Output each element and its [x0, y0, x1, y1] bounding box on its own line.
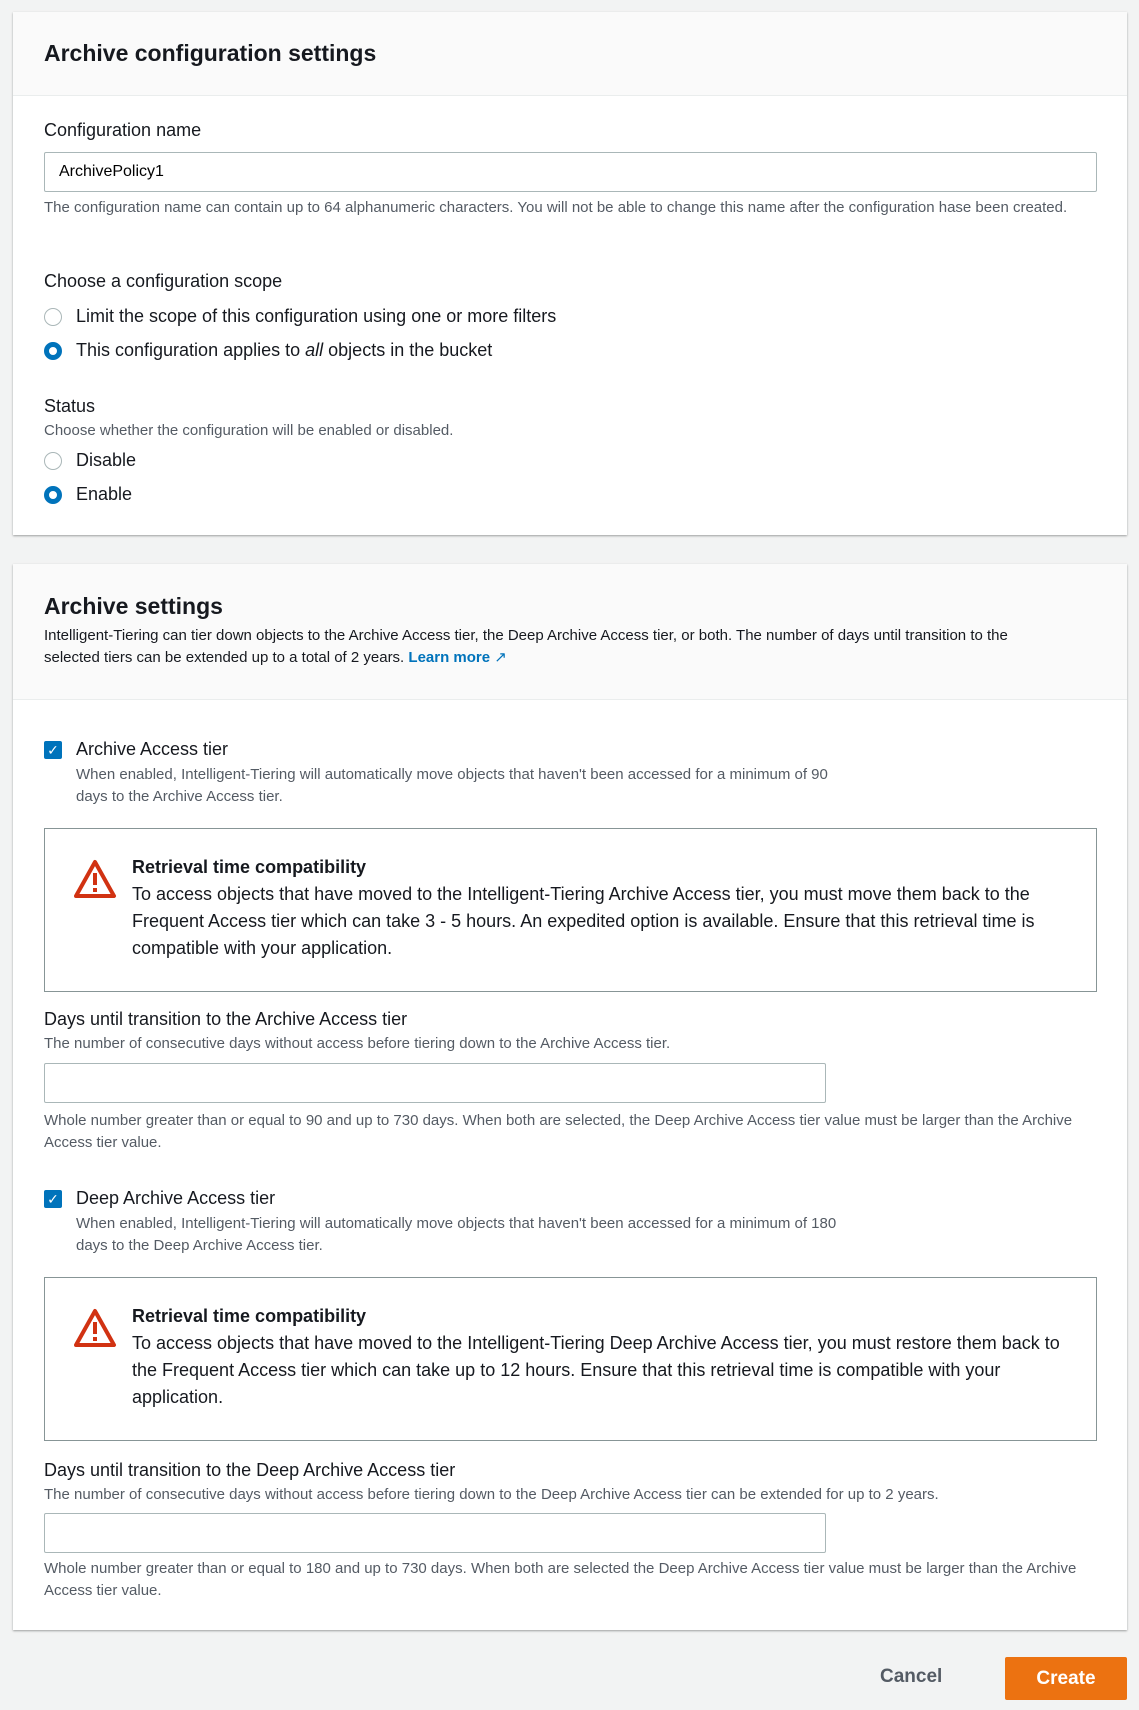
- status-label: Status: [44, 396, 96, 416]
- deep-days-input[interactable]: [44, 1513, 826, 1553]
- disable-label[interactable]: Disable: [76, 450, 137, 470]
- alert-body: To access objects that have moved to the Intelligent-Tiering Archive Access tier, you must move them back to the Frequent Access tier which can take 3 - 5 hours. An expedited option is available. Ensure that this retrieval time is compatible with your application.: [132, 884, 1035, 958]
- configuration-name-label: Configuration name: [44, 120, 202, 140]
- scope-filter-label[interactable]: Limit the scope of this configuration using one or more filters: [76, 306, 557, 326]
- archive-settings-card: [13, 564, 1127, 1630]
- section-title: Archive configuration settings: [44, 40, 377, 66]
- enable-label[interactable]: Enable: [76, 484, 133, 504]
- retrieval-warning-alert: [44, 1277, 1097, 1441]
- alert-body: To access objects that have moved to the Intelligent-Tiering Deep Archive Access tier, you must restore them back to the Frequent Access tier which can take up to 12 hours. Ensure that this retrieval time is compatible with your application.: [132, 1333, 1060, 1407]
- status-help: Choose whether the configuration will be enabled or disabled.: [44, 422, 454, 439]
- archive-access-desc: When enabled, Intelligent-Tiering will automatically move objects that haven't been accessed for a minimum of 90 days to the Archive Access tier.: [76, 766, 828, 805]
- configuration-name-help: The configuration name can contain up to 64 alphanumeric characters. You will not be able to change this name after the configuration hase been created.: [44, 199, 1068, 216]
- deep-days-constraint: Whole number greater than or equal to 180 and up to 730 days. When both are selected the Deep Archive Access tier value must be larger than the Archive Access tier value.: [44, 1560, 1077, 1599]
- configuration-name-input[interactable]: [44, 152, 1097, 192]
- archive-access-checkbox[interactable]: ✓: [44, 741, 62, 759]
- create-button[interactable]: Create: [1005, 1657, 1127, 1700]
- archive-days-constraint: Whole number greater than or equal to 90 and up to 730 days. When both are selected, the Deep Archive Access tier value must be larger than the Archive Access tier value.: [44, 1112, 1073, 1151]
- retrieval-warning-alert: [44, 828, 1097, 992]
- warning-icon: [73, 859, 117, 899]
- archive-days-input[interactable]: [44, 1063, 826, 1103]
- warning-icon: [73, 1308, 117, 1348]
- archive-days-label: Days until transition to the Archive Access tier: [44, 1009, 408, 1029]
- archive-configuration-card: [13, 12, 1127, 535]
- deep-days-help: The number of consecutive days without access before tiering down to the Deep Archive Access tier can be extended for up to 2 years.: [44, 1486, 939, 1503]
- card-header: [13, 12, 1127, 96]
- archive-access-label[interactable]: Archive Access tier: [76, 739, 229, 759]
- scope-all-radio[interactable]: [44, 342, 62, 360]
- deep-archive-label[interactable]: Deep Archive Access tier: [76, 1188, 276, 1208]
- scope-all-label[interactable]: This configuration applies to all objects in the bucket: [76, 340, 493, 360]
- card-header: [13, 564, 1127, 700]
- deep-archive-checkbox[interactable]: ✓: [44, 1190, 62, 1208]
- scope-label: Choose a configuration scope: [44, 271, 283, 291]
- disable-radio[interactable]: [44, 452, 62, 470]
- alert-title: Retrieval time compatibility: [132, 857, 367, 877]
- enable-radio[interactable]: [44, 486, 62, 504]
- section-title: Archive settings: [44, 593, 223, 619]
- scope-filter-radio[interactable]: [44, 308, 62, 326]
- learn-more-link[interactable]: Learn more: [408, 649, 491, 666]
- deep-days-label: Days until transition to the Deep Archive Access tier: [44, 1460, 456, 1480]
- alert-title: Retrieval time compatibility: [132, 1306, 367, 1326]
- cancel-button[interactable]: Cancel: [880, 1666, 943, 1687]
- section-description: Intelligent-Tiering can tier down objects to the Archive Access tier, the Deep Archive Access tier, or both. The number of days until transition to the selected tiers can be extended up to a total of 2 years. Learn more ↗: [44, 627, 1008, 666]
- archive-days-help: The number of consecutive days without access before tiering down to the Archive Access tier.: [44, 1035, 671, 1052]
- deep-archive-desc: When enabled, Intelligent-Tiering will automatically move objects that haven't been accessed for a minimum of 180 days to the Deep Archive Access tier.: [76, 1215, 837, 1254]
- external-link-icon[interactable]: ↗: [494, 649, 507, 666]
